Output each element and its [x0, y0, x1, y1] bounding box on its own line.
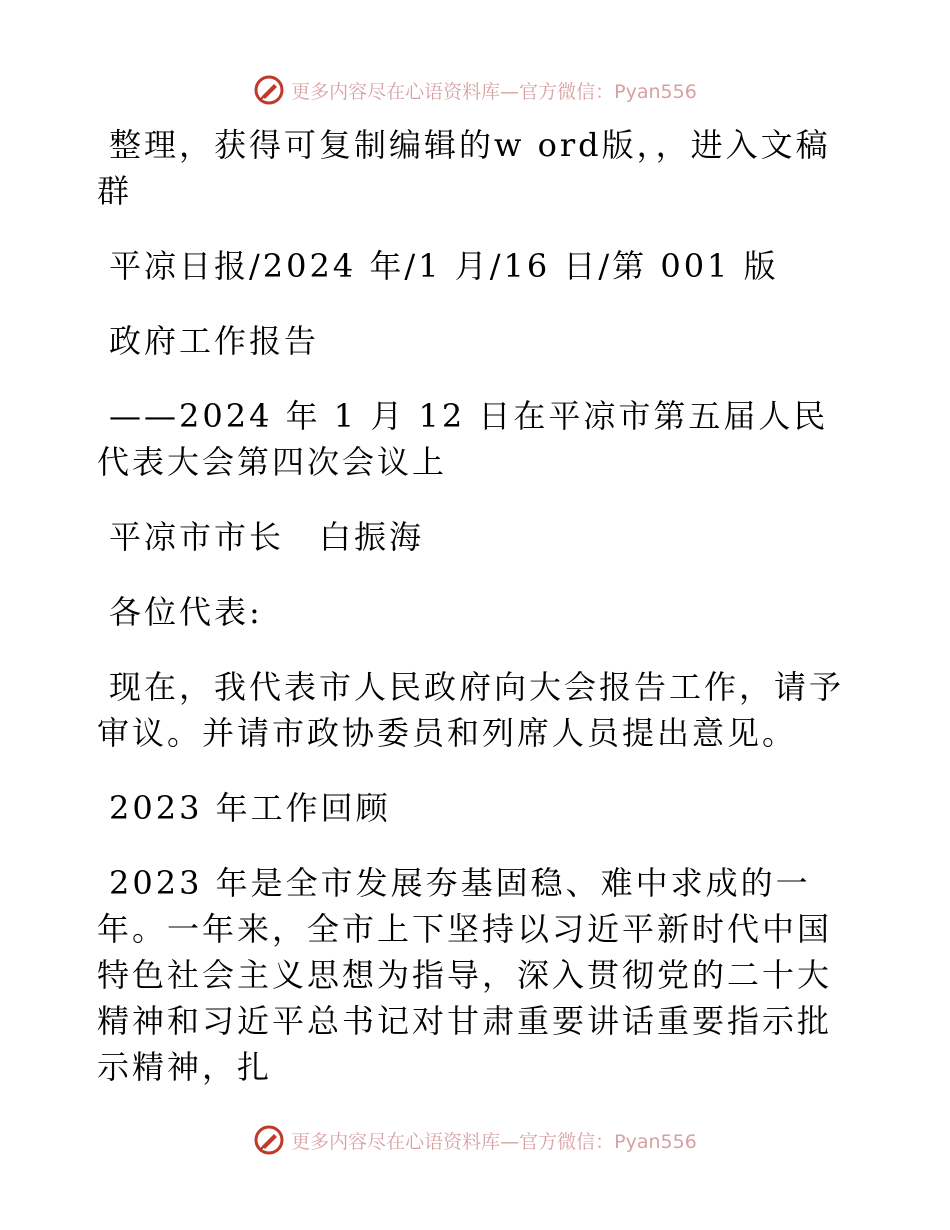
footer-watermark — [0, 1120, 950, 1160]
watermark-text: 更多内容尽在心语资料库—官方微信：Pyan556 — [291, 80, 697, 103]
header-watermark — [0, 70, 950, 110]
document-subtitle: ——2024 年 1 月 12 日在平凉市第五届人民代表大会第四次会议上 — [97, 397, 829, 481]
author-line: 平凉市市长 白振海 — [109, 518, 425, 556]
paragraph-opening: 现在，我代表市人民政府向大会报告工作，请予审议。并请市政协委员和列席人员提出意见。 — [97, 668, 845, 752]
paragraph-review: 2023 年是全市发展夯基固稳、难中求成的一年。一年来，全市上下坚持以习近平新时代中国特色社会主义思想为指导，深入贯彻党的二十大精神和习近平总书记对甘肃重要讲话重要指示批示精神，扎 — [97, 864, 833, 1086]
salutation: 各位代表: — [109, 593, 263, 631]
paragraph-intro-note: 整理，获得可复制编辑的w ord版，，进入文稿群 — [97, 126, 831, 210]
pen-swirl-logo-icon — [253, 74, 285, 106]
paragraph-source-line: 平凉日报/2024 年/1 月/16 日/第 001 版 — [109, 247, 779, 285]
section-heading: 2023 年工作回顾 — [109, 789, 391, 827]
document-body — [97, 122, 857, 1119]
pen-swirl-logo-icon — [253, 1124, 285, 1156]
watermark-text: 更多内容尽在心语资料库—官方微信：Pyan556 — [291, 1130, 697, 1153]
document-title: 政府工作报告 — [109, 322, 320, 360]
